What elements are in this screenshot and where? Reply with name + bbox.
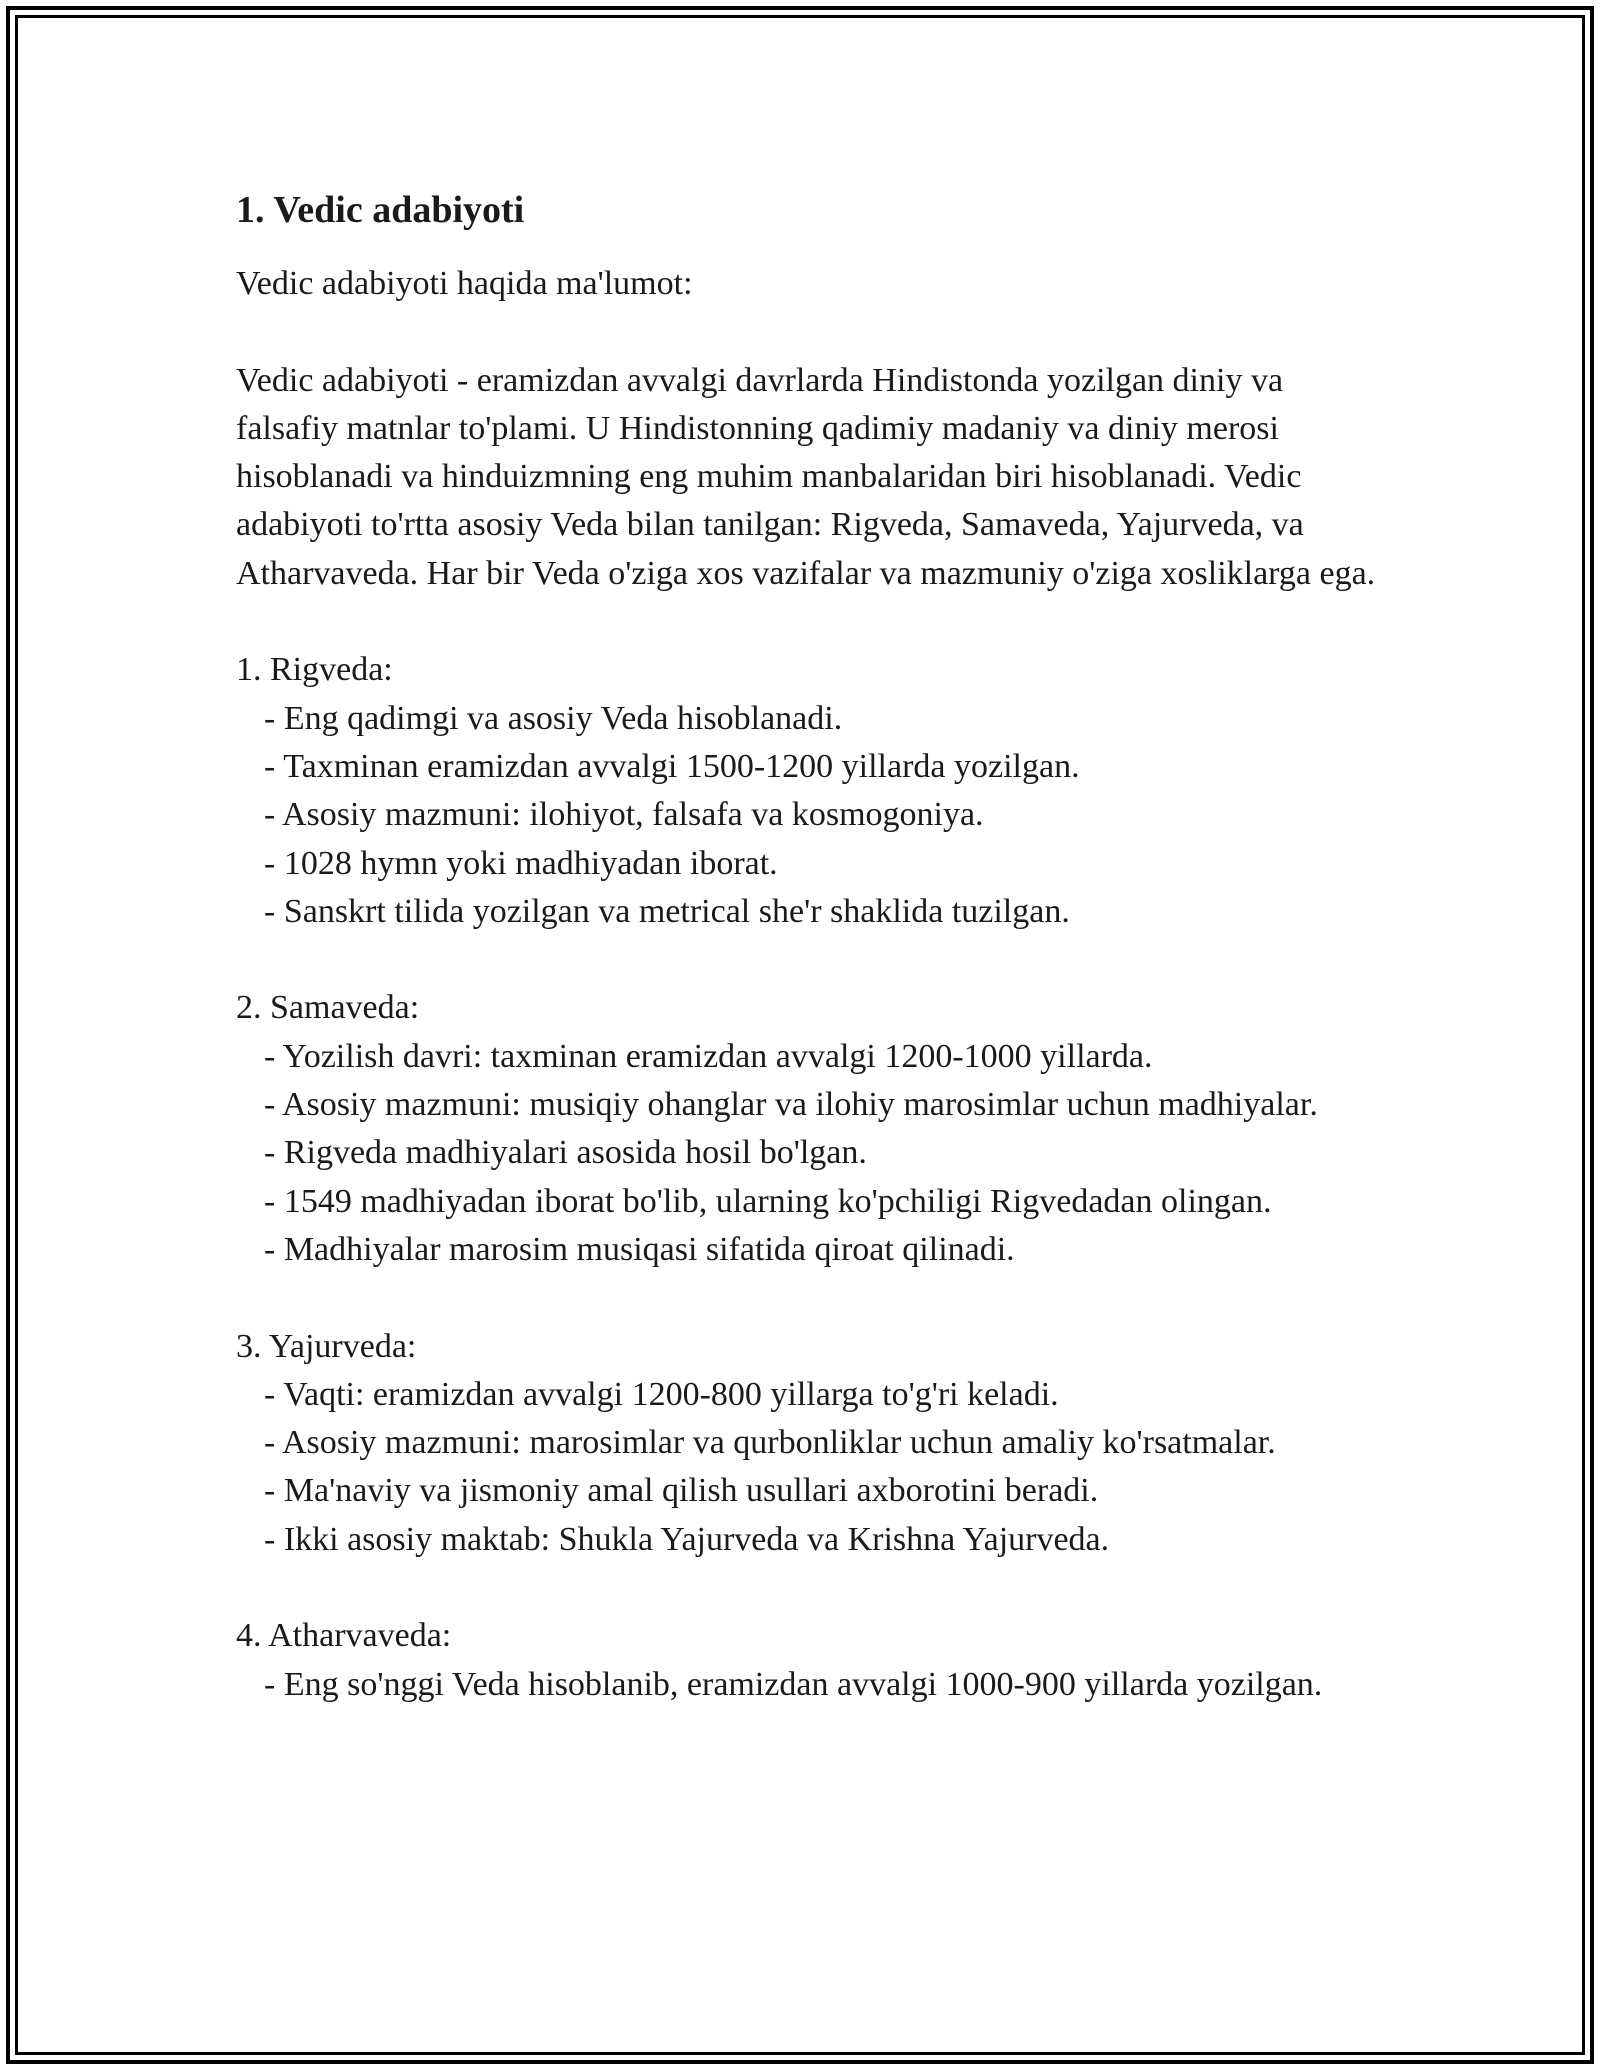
spacer	[236, 1564, 1376, 1612]
list-item: - Eng qadimgi va asosiy Veda hisoblanadi.	[264, 699, 843, 737]
section-samaveda	[236, 984, 1376, 1274]
list-item: - Asosiy mazmuni: marosimlar va qurbonliklar uchun amaliy ko'rsatmalar.	[264, 1424, 1276, 1462]
page-title: 1. Vedic adabiyoti	[236, 189, 525, 231]
list-item: - Rigveda madhiyalari asosida hosil bo'lgan.	[264, 1134, 867, 1172]
section-rigveda	[236, 646, 1376, 936]
list-item: - Asosiy mazmuni: ilohiyot, falsafa va kosmogoniya.	[264, 796, 984, 834]
section-heading: 4. Atharvaveda:	[236, 1617, 452, 1655]
list-item: - Madhiyalar marosim musiqasi sifatida qiroat qilinadi.	[264, 1230, 1015, 1268]
spacer	[236, 1274, 1376, 1322]
spacer	[236, 598, 1376, 646]
list-item: - Vaqti: eramizdan avvalgi 1200-800 yillarga to'g'ri keladi.	[264, 1375, 1059, 1413]
spacer	[236, 308, 1376, 356]
list-item: - Ma'naviy va jismoniy amal qilish usullari axborotini beradi.	[264, 1472, 1099, 1510]
list-item: - 1028 hymn yoki madhiyadan iborat.	[264, 844, 778, 882]
spacer	[236, 936, 1376, 984]
list-item: - Taxminan eramizdan avvalgi 1500-1200 yillarda yozilgan.	[264, 747, 1080, 785]
list-item: - Asosiy mazmuni: musiqiy ohanglar va ilohiy marosimlar uchun madhiyalar.	[264, 1086, 1318, 1124]
document-body	[236, 186, 1376, 1709]
description-paragraph: Vedic adabiyoti - eramizdan avvalgi davrlarda Hindistonda yozilgan diniy va falsafiy matnlar to'plami. U Hindistonning qadimiy madaniy va diniy merosi hisoblanadi va hinduizmning eng muhim manbalaridan biri hisoblanadi. Vedic adabiyoti to'rtta asosiy Veda bilan tanilgan: Rigveda, Samaveda, Yajurveda, va Atharvaveda. Har bir Veda o'ziga xos vazifalar va mazmuniy o'ziga xosliklarga ega.	[236, 361, 1376, 592]
section-atharvaveda	[236, 1612, 1376, 1709]
list-item: - Yozilish davri: taxminan eramizdan avvalgi 1200-1000 yillarda.	[264, 1037, 1153, 1075]
list-item: - Eng so'nggi Veda hisoblanib, eramizdan avvalgi 1000-900 yillarda yozilgan.	[264, 1665, 1323, 1703]
section-heading: 2. Samaveda:	[236, 989, 420, 1027]
section-heading: 1. Rigveda:	[236, 651, 393, 689]
section-heading: 3. Yajurveda:	[236, 1327, 417, 1365]
list-item: - Sanskrt tilida yozilgan va metrical she'r shaklida tuzilgan.	[264, 892, 1070, 930]
list-item: - Ikki asosiy maktab: Shukla Yajurveda va Krishna Yajurveda.	[264, 1520, 1110, 1558]
list-item: - 1549 madhiyadan iborat bo'lib, ularning ko'pchiligi Rigvedadan olingan.	[264, 1182, 1272, 1220]
section-yajurveda	[236, 1323, 1376, 1564]
intro-text: Vedic adabiyoti haqida ma'lumot:	[236, 265, 693, 302]
